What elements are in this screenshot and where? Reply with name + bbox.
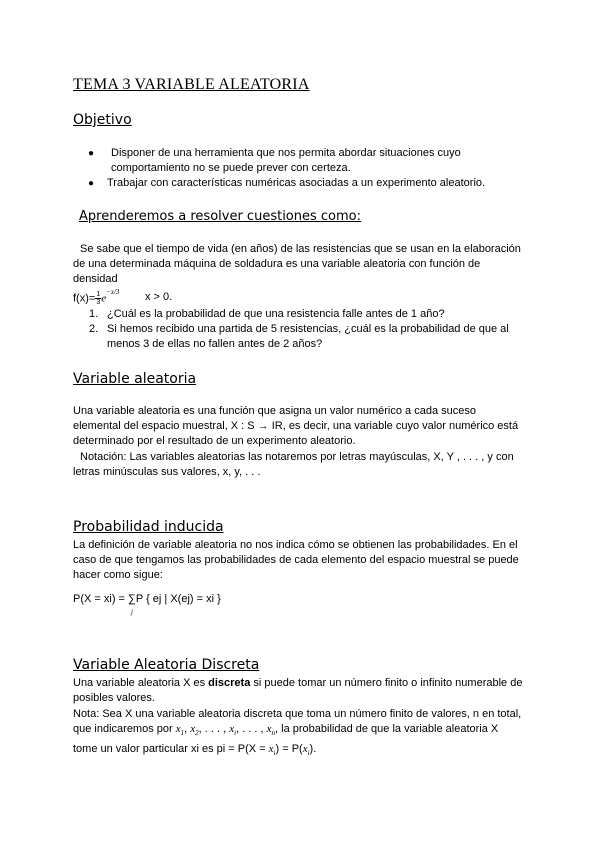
aprenderemos-para-line-1: Se sabe que el tiempo de vida (en años) de las resistencias que se usan en la elaboración [80,243,521,255]
seq-xi-sub: i [234,729,237,738]
discreta-nota-line-3 [73,742,316,761]
page-title: TEMA 3 VARIABLE ALEATORIA [73,76,310,93]
discreta-line-2: posibles valores. [73,692,155,704]
question-1-number: 1. [89,308,99,320]
aprenderemos-para-line-3: densidad [73,273,118,285]
sum-symbol-wrapper [128,592,136,616]
seq-x2-sub: 2 [195,729,199,738]
seq-xn: x [266,723,272,735]
nota-x-sub: i [273,749,276,758]
seq-sep: , [236,723,243,735]
sum-symbol: ∑ [128,593,136,605]
seq-x1: x [175,723,181,735]
seq-dots: . . . , [204,723,230,735]
va-line-1: Una variable aleatoria es una función que asigna un valor numérico a cada suceso [73,405,476,417]
va-line-3: determinado por el resultado de un experimento aleatorio. [73,435,356,447]
objetivo-bullet-1-line-2: comportamiento no se puede prever con certeza. [111,162,351,174]
va-line-2: elemental del espacio muestral, X : S → IR, es decir, una variable cuyo valor numérico está [73,420,519,432]
seq-xi: x [229,723,235,735]
pi-line-3: hacer como sigue: [73,569,163,581]
nota-line-3-start: tome un valor particular xi es pi = P(X = [73,743,269,755]
va-line-5: letras minúsculas sus valores, x, y, . . . [73,466,261,478]
discreta-heading: Variable Aleatoria Discreta [73,657,260,673]
discreta-line-1-end: si puede tomar un número finito o infinito numerable de [250,677,523,689]
question-1-text: ¿Cuál es la probabilidad de que una resistencia falle antes de 1 año? [107,308,445,320]
induced-probability-formula [73,592,221,616]
va-line-4: Notación: Las variables aleatorias las notaremos por letras mayúsculas, X, Y , . . . , y con [80,451,514,463]
question-2-line-1: Si hemos recibido una partida de 5 resistencias, ¿cuál es la probabilidad de que al [107,323,509,335]
sum-index: j [131,608,133,616]
bullet-icon: ● [88,148,95,159]
formula-left: P(X = xi) = [73,593,129,605]
aprenderemos-para-line-2: de una determinada máquina de soldadura es una variable aleatoria con función de [73,258,481,270]
variable-aleatoria-heading: Variable aleatoria [73,371,197,387]
objetivo-bullet-2: Trabajar con características numéricas asociadas a un experimento aleatorio. [107,177,486,189]
seq-dots: . . . , [242,723,267,735]
density-formula [73,288,119,307]
nota-line-3-end: ). [309,743,317,755]
nota-x: x [268,743,274,755]
question-2-number: 2. [89,323,99,335]
discreta-term: discreta [208,677,251,689]
aprenderemos-heading: Aprenderemos a resolver cuestiones como: [79,209,361,224]
discreta-nota-line-1: Nota: Sea X una variable aleatoria discreta que toma un número finito de valores, n en total, [73,708,522,720]
formula-prefix: f(x)= [73,292,96,305]
formula-condition: x > 0. [145,291,173,303]
formula-base: e [101,292,107,305]
discreta-line-1-start: Una variable aleatoria X es [73,677,209,689]
objetivo-bullet-1-line-1: Disponer de una herramienta que nos permita abordar situaciones cuyo [111,147,461,159]
formula-exponent: −x/3 [106,288,120,296]
discreta-nota-line-2 [73,722,498,741]
discreta-line-1 [73,676,522,691]
fraction-numerator: 1 [96,291,101,299]
seq-xn-sub: n [271,729,276,738]
nota-x-2: x [302,743,308,755]
seq-sep: , [184,723,191,735]
question-2-line-2: menos 3 de ellas no fallen antes de 2 años? [107,338,323,350]
nota-line-2-start: que indicaremos por [73,723,176,735]
nota-x-2-sub: i [307,749,310,758]
objetivo-heading: Objetivo [73,112,132,128]
fraction-denominator: 3 [96,299,101,307]
seq-x2: x [190,723,196,735]
bullet-icon: ● [88,178,95,189]
seq-x1-sub: 1 [180,729,185,738]
probabilidad-inducida-heading: Probabilidad inducida [73,519,224,535]
nota-line-3-mid: ) = P( [275,743,303,755]
formula-right: P { ej | X(ej) = xi } [135,593,221,605]
seq-sep: , [198,723,205,735]
nota-line-2-end: , la probabilidad de que la variable aleatoria X [275,723,499,735]
pi-line-2: caso de que tengamos las probabilidades de cada elemento del espacio muestral se puede [73,554,519,566]
pi-line-1: La definición de variable aleatoria no nos indica cómo se obtienen las probabilidades. En el [73,539,518,551]
